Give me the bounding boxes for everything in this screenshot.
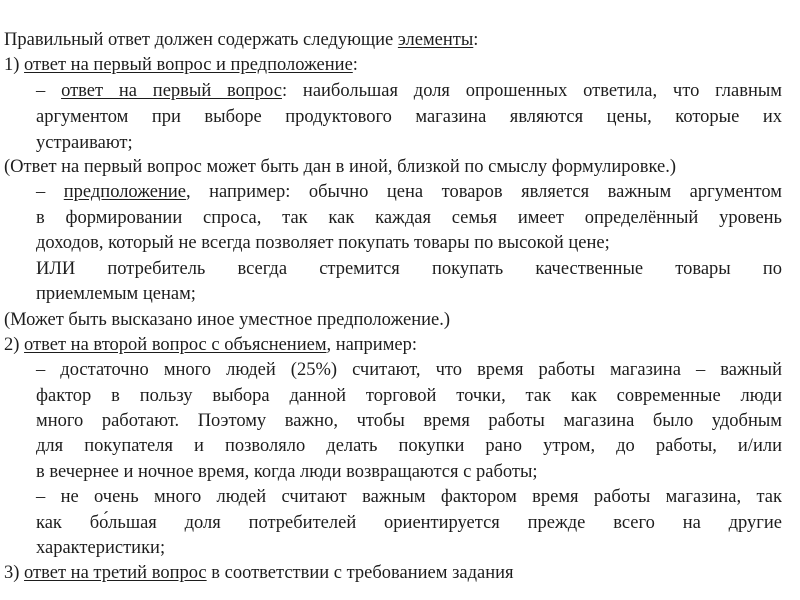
item-1-assumption-line-4: ИЛИ потребитель всегда стремится покупать качественные товары по (36, 259, 782, 279)
item-1-note: (Ответ на первый вопрос может быть дан в иной, близкой по смыслу формулировке.) (4, 157, 677, 177)
item-1-assumption-note: (Может быть высказано иное уместное предположение.) (4, 310, 450, 330)
item-1-answer-line-2: аргументом при выборе продуктового магазина являются цены, которые их (36, 107, 782, 127)
item-2-text-line-4: для покупателя и позволяло делать покупки рано утром, до работы, и/или (36, 436, 782, 456)
item-2-heading: 2) ответ на второй вопрос с объяснением, например: (4, 335, 418, 355)
item-1-answer-line-1: – ответ на первый вопрос: наибольшая доля опрошенных ответила, что главным (36, 81, 782, 101)
item-1-assumption-line-3: доходов, который не всегда позволяет покупать товары по высокой цене; (36, 233, 610, 253)
item-2-text-line-8: характеристики; (36, 538, 166, 558)
item-3-heading: 3) ответ на третий вопрос в соответствии с требованием задания (4, 563, 514, 583)
item-1-answer-line-3: устраивают; (36, 133, 133, 153)
item-1-assumption-line-5: приемлемым ценам; (36, 284, 196, 304)
item-2-text-line-3: много работают. Поэтому важно, чтобы время работы магазина было удобным (36, 411, 782, 431)
item-1-heading: 1) ответ на первый вопрос и предположение: (4, 55, 358, 75)
item-2-text-line-5: в вечернее и ночное время, когда люди возвращаются с работы; (36, 462, 538, 482)
item-1-assumption-line-1: – предположение, например: обычно цена товаров является важным аргументом (36, 182, 783, 202)
item-2-text-line-7: как бо́льшая доля потребителей ориентируется прежде всего на другие (36, 513, 782, 533)
criteria-heading: Правильный ответ должен содержать следующие элементы: (4, 30, 479, 50)
item-2-text-line-1: – достаточно много людей (25%) считают, что время работы магазина – важный (36, 360, 782, 380)
item-1-assumption-line-2: в формировании спроса, так как каждая семья имеет определённый уровень (36, 208, 782, 228)
item-2-text-line-2: фактор в пользу выбора данной торговой точки, так как современные люди (36, 386, 782, 406)
item-2-text-line-6: – не очень много людей считают важным фактором время работы магазина, так (36, 487, 782, 507)
